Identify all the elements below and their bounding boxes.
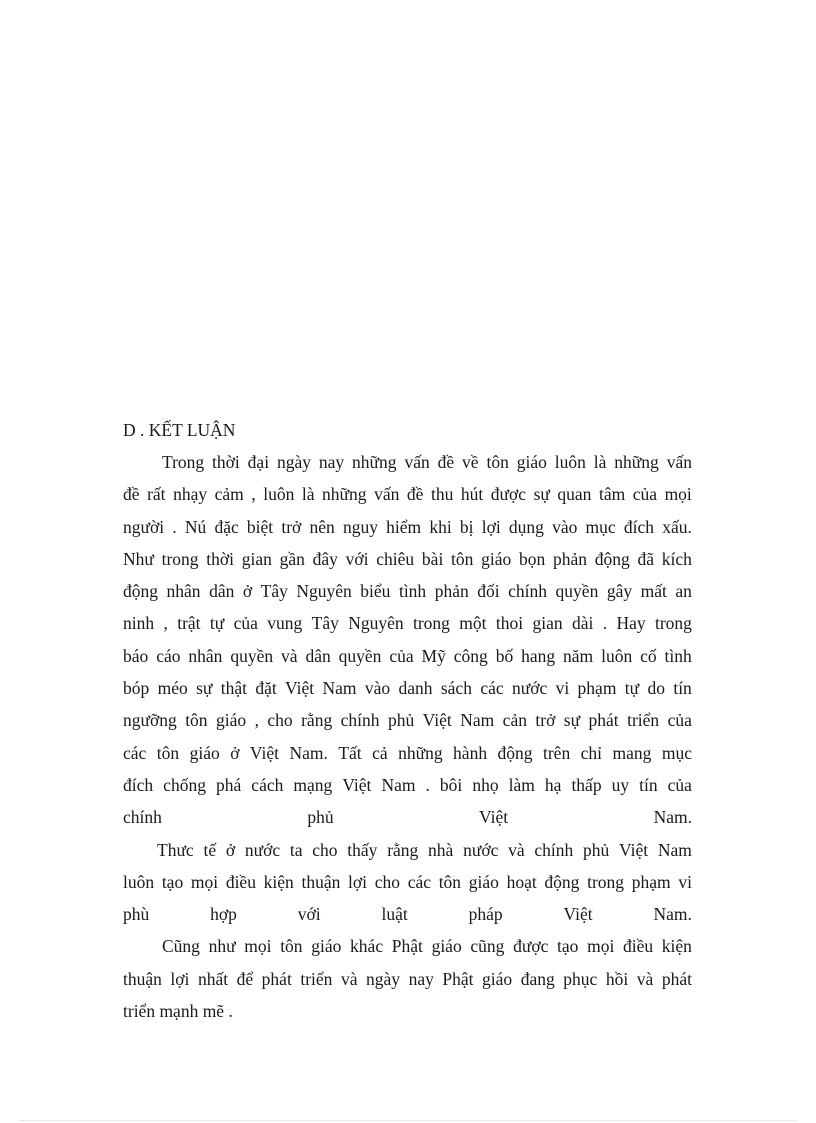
word: tình — [398, 581, 427, 602]
word: mọi — [190, 871, 219, 892]
word: gần — [279, 548, 305, 569]
word: sự — [563, 710, 581, 731]
word: kiện — [263, 871, 294, 892]
word: quyền — [338, 645, 382, 666]
spread-line — [123, 898, 692, 930]
word: trong — [587, 871, 625, 892]
word: Thưc — [157, 839, 194, 860]
word: giáo — [481, 548, 512, 569]
word: giáo — [189, 742, 220, 763]
word: làm — [508, 774, 535, 795]
word: ngưỡng — [123, 710, 177, 731]
word: luật — [381, 904, 408, 925]
word: cáo — [156, 645, 181, 666]
word: Việt — [249, 742, 279, 763]
word: giáo — [482, 968, 513, 989]
word: chiêu — [376, 548, 415, 569]
word: , — [254, 710, 259, 731]
word: phù — [123, 904, 150, 925]
text-line: triển mạnh mẽ . — [123, 1001, 233, 1022]
word: rằng — [387, 839, 419, 860]
word: trong — [161, 548, 199, 569]
word: . — [172, 516, 177, 537]
word: tôn — [280, 936, 303, 957]
word: Nam — [322, 678, 357, 699]
word: đặt — [255, 678, 277, 699]
word: nhọ — [472, 774, 499, 795]
word: khi — [429, 516, 452, 537]
word: tín — [673, 678, 692, 699]
text-line — [123, 704, 692, 736]
word: tự — [209, 613, 225, 634]
word: phá — [215, 774, 242, 795]
word: đặc — [214, 516, 239, 537]
word: phạm — [577, 678, 617, 699]
word: hạ — [544, 774, 562, 795]
word: đích — [123, 774, 154, 795]
word: tôn — [451, 548, 474, 569]
word: quyền — [555, 581, 599, 602]
word: nước — [511, 678, 548, 699]
word: thật — [220, 678, 247, 699]
word: ở — [225, 839, 236, 860]
word: đã — [637, 548, 655, 569]
word: giáo — [431, 936, 462, 957]
word: bài — [421, 548, 444, 569]
word: nước — [463, 839, 499, 860]
word: đề — [437, 452, 455, 472]
word: mọi — [244, 936, 272, 957]
word: rằng — [301, 710, 333, 731]
word: động — [123, 581, 158, 602]
word: kiện — [661, 936, 692, 957]
word: phản — [434, 581, 469, 602]
word: giáo — [516, 452, 547, 472]
word: Phật — [391, 936, 423, 957]
word: tình — [664, 645, 692, 666]
word: gian — [241, 548, 272, 569]
word: giáo — [468, 871, 499, 892]
text-line — [123, 672, 692, 704]
word: tôn — [156, 742, 180, 763]
word: đích — [623, 516, 655, 537]
word: bọn — [519, 548, 546, 569]
word: những — [614, 452, 659, 472]
word: của — [667, 774, 692, 795]
text-line — [123, 478, 692, 510]
word: dân — [305, 645, 331, 666]
word: nhà — [428, 839, 454, 860]
word: luôn — [554, 452, 586, 472]
word: nay — [318, 452, 345, 472]
word: phạm — [631, 871, 671, 892]
word: hồi — [605, 968, 629, 989]
word: trở — [281, 516, 302, 537]
word: vào — [552, 516, 578, 537]
word: nước — [244, 839, 281, 860]
word: vung — [267, 613, 303, 634]
word: Như — [123, 548, 154, 569]
word: với — [345, 548, 369, 569]
word: , — [163, 613, 168, 634]
word: đề — [406, 484, 424, 505]
word: Nguyên — [348, 613, 404, 634]
word: dài — [571, 613, 594, 634]
word: Tây — [311, 613, 339, 634]
word: thu — [430, 484, 454, 505]
word: tạo — [161, 871, 184, 892]
word: , — [251, 484, 256, 505]
word: điều — [225, 871, 256, 892]
word: phát — [661, 968, 692, 989]
word: Nam. — [289, 742, 328, 763]
word: được — [490, 484, 527, 505]
word: đề — [123, 484, 140, 505]
word: chính — [534, 839, 574, 860]
word: uy — [611, 774, 630, 795]
word: các — [407, 871, 431, 892]
word: Việt — [479, 807, 509, 828]
word: hoạt — [506, 871, 537, 892]
word: . — [602, 613, 608, 634]
word: triển — [627, 710, 660, 731]
word: do — [647, 678, 665, 699]
word: Mỹ — [421, 645, 446, 666]
word: tế — [203, 839, 217, 860]
spread-line — [123, 801, 692, 833]
word: tạo — [557, 936, 579, 957]
word: trở — [535, 710, 556, 731]
word: cách — [251, 774, 284, 795]
word: Nam — [657, 839, 692, 860]
word: mục — [661, 742, 692, 763]
word: Nam — [460, 710, 495, 731]
word: Việt — [563, 904, 593, 925]
word: nhân — [166, 581, 201, 602]
word: lợi — [348, 871, 368, 892]
word: công — [453, 645, 488, 666]
word: . — [425, 774, 430, 795]
word: méo — [157, 678, 188, 699]
text-line — [123, 737, 692, 769]
word: dụng — [508, 516, 544, 537]
word: kích — [661, 548, 692, 569]
word: những — [352, 452, 397, 472]
word: đây — [312, 548, 338, 569]
word: thấp — [571, 774, 602, 795]
word: điều — [622, 936, 654, 957]
word: động — [497, 742, 533, 763]
word: Cũng — [162, 936, 200, 957]
word: ngày — [276, 452, 311, 472]
word: lợi — [481, 516, 501, 537]
word: biểu — [360, 581, 391, 602]
text-line — [123, 769, 692, 801]
word: hiểm — [386, 516, 422, 537]
word: như — [208, 936, 236, 957]
word: tâm — [598, 484, 626, 505]
word: thuận — [123, 968, 162, 989]
word: danh — [398, 678, 433, 699]
word: nên — [309, 516, 335, 537]
word: phục — [563, 968, 598, 989]
word: bị — [459, 516, 474, 537]
text-line — [123, 930, 692, 962]
word: Tất — [338, 742, 362, 763]
word: về — [462, 452, 479, 472]
word: với — [297, 904, 321, 925]
word: cản — [502, 710, 527, 731]
word: mục — [585, 516, 616, 537]
word: biệt — [246, 516, 274, 537]
word: sự — [533, 484, 550, 505]
word: hang — [521, 645, 556, 666]
page-edge-divider — [20, 1120, 796, 1121]
word: chính — [123, 807, 162, 828]
word: cả — [372, 742, 388, 763]
word: luôn — [123, 871, 155, 892]
word: quan — [557, 484, 592, 505]
word: và — [281, 645, 298, 666]
word: một — [459, 613, 487, 634]
word: cho — [374, 871, 400, 892]
word: cảm — [214, 484, 244, 505]
word: dân — [209, 581, 235, 602]
paragraph-3 — [123, 930, 692, 1027]
word: thấy — [347, 839, 378, 860]
word: luôn — [263, 484, 295, 505]
word: ninh — [123, 613, 155, 634]
word: động — [594, 548, 630, 569]
word: cho — [312, 839, 338, 860]
word: nguy — [342, 516, 378, 537]
word: vi — [555, 678, 570, 699]
word: Hay — [616, 613, 646, 634]
word: vấn — [666, 452, 692, 472]
word: động — [544, 871, 580, 892]
word: nhạy — [173, 484, 208, 505]
word: Việt — [285, 678, 315, 699]
word: thoi — [495, 613, 524, 634]
paragraph-2 — [123, 834, 692, 931]
word: đang — [520, 968, 555, 989]
word: Việt — [342, 774, 372, 795]
word: và — [636, 968, 654, 989]
word: giáo — [311, 936, 342, 957]
word: tự — [624, 678, 640, 699]
word: ta — [289, 839, 303, 860]
word: người — [123, 516, 165, 537]
word: rất — [147, 484, 166, 505]
word: thuận — [301, 871, 341, 892]
document-body — [123, 414, 692, 1027]
word: phủ — [387, 710, 415, 731]
word: chính — [340, 710, 380, 731]
word: cũng — [470, 936, 505, 957]
word: mọi — [664, 484, 692, 505]
word: Nam. — [653, 807, 692, 828]
word: và — [508, 839, 525, 860]
word: được — [513, 936, 549, 957]
word: là — [301, 484, 315, 505]
word: gian — [532, 613, 563, 634]
word: hợp — [210, 904, 237, 925]
word: Phật — [442, 968, 474, 989]
word: hút — [460, 484, 484, 505]
word: Nú — [184, 516, 207, 537]
word: năm — [563, 645, 594, 666]
word: mạng — [293, 774, 333, 795]
word: vấn — [374, 484, 400, 505]
word: mất — [640, 581, 667, 602]
word: phủ — [583, 839, 610, 860]
word: của — [667, 710, 692, 731]
word: Nam — [381, 774, 416, 795]
word: phát — [261, 968, 292, 989]
word: giáo — [216, 710, 247, 731]
word: trật — [177, 613, 201, 634]
word: chính — [508, 581, 548, 602]
word: vấn — [404, 452, 430, 472]
word: phản — [553, 548, 588, 569]
word: gây — [606, 581, 633, 602]
word: phủ — [307, 807, 334, 828]
word: mọi — [587, 936, 615, 957]
text-line — [123, 866, 692, 898]
word: bôi — [439, 774, 463, 795]
word: tôn — [438, 871, 462, 892]
text-line — [123, 575, 692, 607]
word: Việt — [619, 839, 649, 860]
word: sự — [196, 678, 213, 699]
word: cố — [640, 645, 657, 666]
word: khác — [350, 936, 384, 957]
word: nhất — [197, 968, 229, 989]
word: quyền — [230, 645, 274, 666]
word: thời — [206, 548, 235, 569]
word: phát — [588, 710, 619, 731]
word: xấu. — [662, 516, 692, 537]
word: mang — [612, 742, 652, 763]
word: ở — [242, 581, 253, 602]
text-line — [123, 834, 692, 866]
word: sách — [440, 678, 472, 699]
word: những — [322, 484, 367, 505]
word: của — [389, 645, 414, 666]
word: để — [236, 968, 254, 989]
section-heading: D . KẾT LUẬN — [123, 420, 236, 440]
text-line — [123, 543, 692, 575]
word: bố — [495, 645, 514, 666]
word: chống — [163, 774, 206, 795]
word: bóp — [123, 678, 150, 699]
paragraph-1 — [123, 446, 692, 834]
word: là — [593, 452, 607, 472]
word: và — [340, 968, 358, 989]
word: chỉ — [580, 742, 603, 763]
text-line — [123, 640, 692, 672]
text-line — [123, 607, 692, 639]
word: Nguyên — [296, 581, 352, 602]
word: tín — [639, 774, 658, 795]
word: đại — [247, 452, 270, 472]
word: Trong — [162, 452, 205, 472]
word: Tây — [260, 581, 288, 602]
word: tôn — [185, 710, 208, 731]
word: tôn — [486, 452, 509, 472]
word: nay — [408, 968, 434, 989]
word: vi — [678, 871, 692, 892]
word: trong — [412, 613, 450, 634]
word: trên — [542, 742, 571, 763]
word: triển — [300, 968, 333, 989]
text-line — [123, 963, 692, 995]
text-line — [123, 446, 692, 478]
word: vào — [364, 678, 391, 699]
word: pháp — [468, 904, 503, 925]
word: thời — [212, 452, 240, 472]
word: Nam. — [653, 904, 692, 925]
word: an — [675, 581, 692, 602]
word: lợi — [170, 968, 190, 989]
word: các — [480, 678, 504, 699]
text-line — [123, 511, 692, 543]
word: những — [398, 742, 443, 763]
word: Việt — [422, 710, 452, 731]
word: báo — [123, 645, 149, 666]
word: ngày — [366, 968, 401, 989]
word: luôn — [601, 645, 633, 666]
word: cho — [267, 710, 293, 731]
word: của — [632, 484, 658, 505]
word: của — [233, 613, 258, 634]
word: trong — [654, 613, 692, 634]
word: nhân — [188, 645, 223, 666]
word: đối — [477, 581, 500, 602]
word: các — [123, 742, 147, 763]
word: ở — [230, 742, 240, 763]
word: hành — [453, 742, 488, 763]
